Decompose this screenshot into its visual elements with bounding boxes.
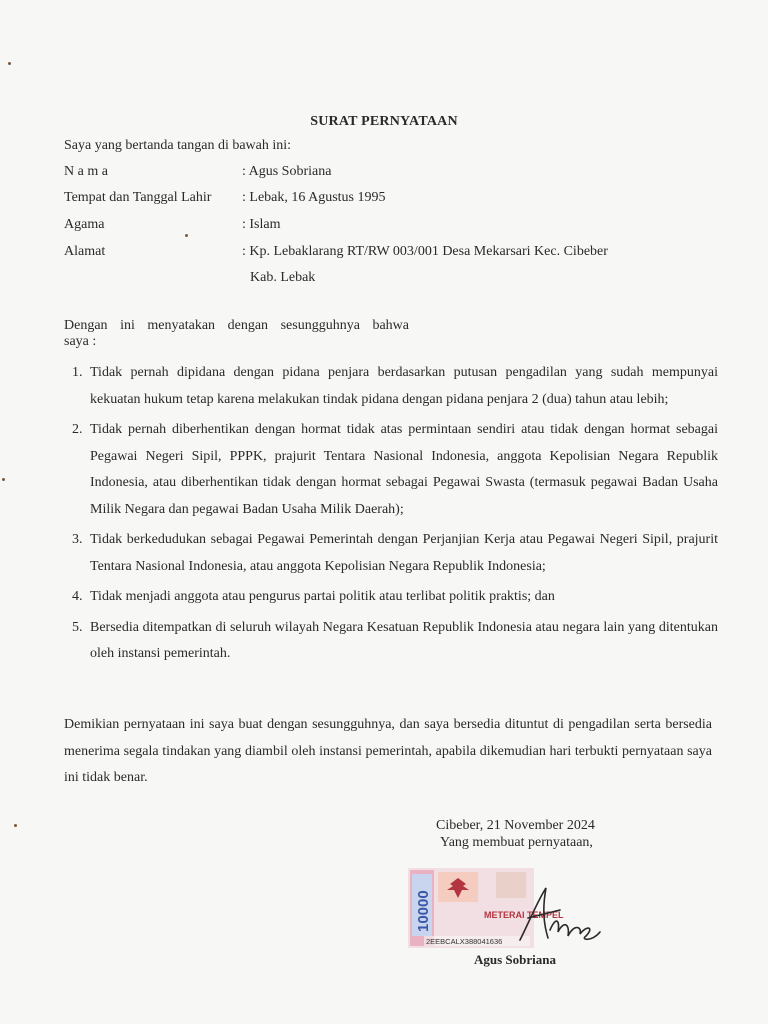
declaration-line-1: Dengan ini menyatakan dengan sesungguhnya bahwa	[64, 318, 409, 333]
field-value: : Agus Sobriana	[242, 164, 332, 179]
scan-speck	[185, 234, 188, 237]
list-item	[72, 360, 718, 413]
field-label: Agama	[64, 217, 105, 232]
scan-speck	[2, 478, 5, 481]
place-date: Cibeber, 21 November 2024	[436, 818, 595, 833]
list-item	[72, 584, 718, 611]
document-title: SURAT PERNYATAAN	[310, 114, 458, 129]
declaration-line-2: saya :	[64, 334, 97, 349]
stamp-denomination: 10000	[415, 890, 432, 932]
field-row-religion	[64, 217, 281, 233]
closing-paragraph: Demikian pernyataan ini saya buat dengan sesungguhnya, dan saya bersedia dituntut di pengadilan serta bersedia menerima segala tindakan yang diambil oleh instansi pemerintah, apabila dikemudian hari terbukti pernyataan saya ini tidak benar.	[64, 717, 712, 785]
item-text: Tidak pernah dipidana dengan pidana penjara berdasarkan putusan pengadilan yang sudah mempunyai kekuatan hukum tetap karena melakukan tindak pidana dengan pidana penjara 2 (dua) tahun atau lebih;	[90, 365, 718, 407]
item-text: Tidak berkedudukan sebagai Pegawai Pemerintah dengan Perjanjian Kerja atau Pegawai Negeri Sipil, prajurit Tentara Nasional Indonesia, atau anggota Kepolisian Negara Republik Indonesia;	[90, 532, 718, 574]
handwritten-signature	[490, 880, 610, 950]
field-value: : Islam	[242, 217, 281, 232]
item-text: Bersedia ditempatkan di seluruh wilayah Negara Kesatuan Republik Indonesia atau negara lain yang ditentukan oleh instansi pemerintah.	[90, 619, 718, 661]
address-line-2: Kab. Lebak	[250, 270, 316, 285]
list-item	[72, 615, 718, 668]
field-value: : Lebak, 16 Agustus 1995	[242, 190, 386, 205]
field-row-birth	[64, 190, 386, 206]
scan-speck	[8, 62, 11, 65]
stamp-serial: 2EEBCALX388041636	[426, 937, 503, 946]
field-row-address	[64, 244, 608, 260]
statement-list	[72, 360, 718, 672]
item-text: Tidak pernah diberhentikan dengan hormat tidak atas permintaan sendiri atau tidak dengan hormat sebagai Pegawai Negeri Sipil, PPPK, prajurit Tentara Nasional Indonesia, anggota Kepolisian Negara Republik Indonesia, atau diberhentikan tidak dengan hormat sebagai Pegawai Swasta (termasuk pegawai Badan Usaha Milik Negara dan pegawai Badan Usaha Milik Daerah);	[90, 422, 718, 517]
item-number: 4.	[72, 589, 83, 604]
signer-name: Agus Sobriana	[474, 952, 556, 967]
stamp-label: METERAI TEMPEL	[484, 910, 564, 920]
field-label: Tempat dan Tanggal Lahir	[64, 190, 212, 205]
list-item	[72, 527, 718, 580]
intro-text: Saya yang bertanda tangan di bawah ini:	[64, 138, 292, 153]
item-number: 5.	[72, 619, 83, 635]
field-row-name	[64, 164, 331, 180]
list-item	[72, 417, 718, 523]
field-label: N a m a	[64, 164, 108, 179]
item-number: 2.	[72, 422, 83, 437]
field-value: : Kp. Lebaklarang RT/RW 003/001 Desa Mekarsari Kec. Cibeber	[242, 244, 608, 259]
maker-label: Yang membuat pernyataan,	[440, 835, 593, 850]
field-label: Alamat	[64, 244, 106, 259]
scan-speck	[14, 824, 17, 827]
item-text: Tidak menjadi anggota atau pengurus partai politik atau terlibat politik praktis; dan	[90, 589, 555, 604]
item-number: 3.	[72, 532, 83, 547]
item-number: 1.	[72, 365, 83, 380]
